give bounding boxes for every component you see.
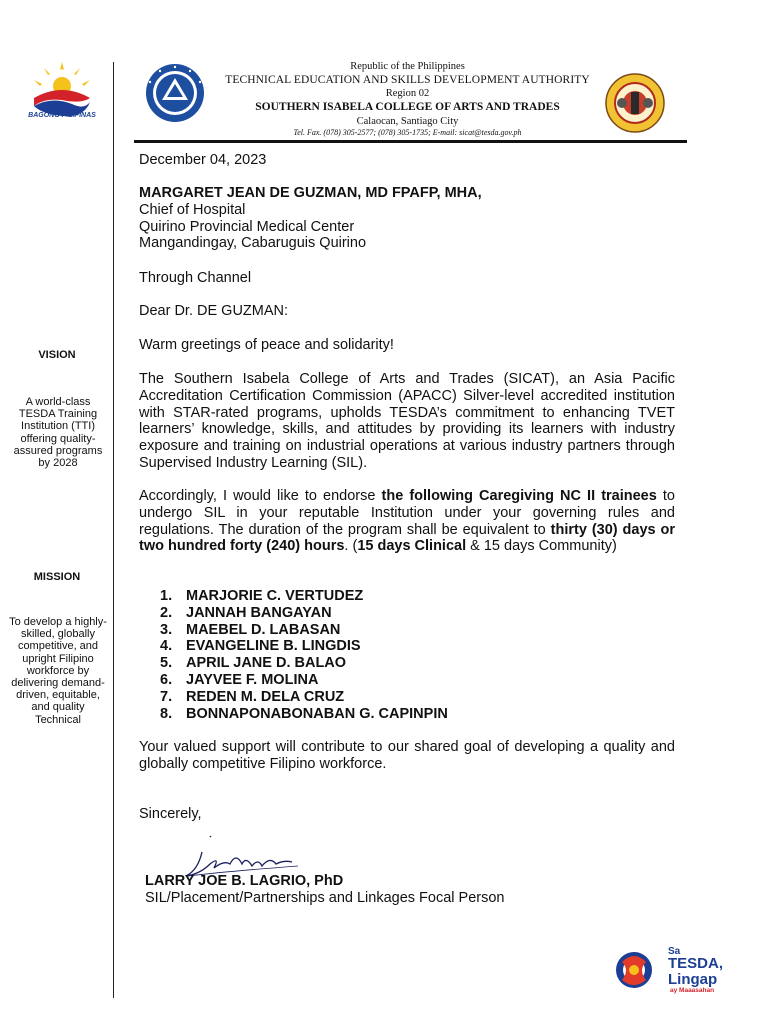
para2-bold: the following Caregiving NC II trainees bbox=[381, 488, 657, 504]
recipient-address: Mangandingay, Cabaruguis Quirino bbox=[139, 235, 367, 252]
list-item: 3. MAEBEL D. LABASAN bbox=[160, 621, 341, 638]
signatory-title: SIL/Placement/Partnerships and Linkages Focal Person bbox=[145, 890, 505, 906]
trainee-name: EVANGELINE B. LINGDIS bbox=[186, 638, 361, 655]
letterhead-agency: TECHNICAL EDUCATION AND SKILLS DEVELOPMENT AUTHORITY bbox=[225, 74, 590, 86]
recipient-name: MARGARET JEAN DE GUZMAN, MD FPAFP, MHA, bbox=[139, 185, 482, 201]
mission-heading: MISSION bbox=[33, 571, 81, 583]
signatory-name: LARRY JOE B. LAGRIO, PhD bbox=[145, 873, 344, 889]
trainee-name: BONNAPONABONABAN G. CAPINPIN bbox=[186, 705, 448, 722]
svg-text:Sa: Sa bbox=[668, 946, 681, 957]
svg-text:ay Maaasahan: ay Maaasahan bbox=[670, 987, 715, 994]
list-item: 4. EVANGELINE B. LINGDIS bbox=[160, 638, 361, 655]
vision-heading: VISION bbox=[38, 349, 76, 361]
para2-part: . ( bbox=[344, 538, 358, 555]
letter-date: December 04, 2023 bbox=[139, 152, 267, 168]
trainee-name: JAYVEE F. MOLINA bbox=[186, 671, 319, 688]
bagong-pilipinas-caption: BAGONG PILIPINAS bbox=[28, 112, 96, 119]
letterhead-region: Region 02 bbox=[385, 88, 430, 99]
paragraph-intro: The Southern Isabela College of Arts and Trades (SICAT), an Asia Pacific Accreditation Certification Commission (APACC) Silver-level accredited institution with STAR-rated programs, upholds TESDA’s commitment to enhancing TVET learners’ knowledge, skills, and attitudes by providing its learners with industry exposure and training on industrial operations at various industry partners through Supervised Industry Learning (SIL). bbox=[139, 371, 675, 471]
trainee-name: REDEN M. DELA CRUZ bbox=[186, 688, 345, 705]
trainee-list bbox=[160, 588, 540, 722]
para2-part: to undergo SIL in your reputable Institution under your governing rules and regulations. The duration of the program shall be equivalent to bbox=[139, 488, 675, 538]
list-item: 1. MARJORIE C. VERTUDEZ bbox=[160, 588, 364, 604]
letterhead bbox=[215, 60, 600, 138]
trainee-name: JANNAH BANGAYAN bbox=[186, 604, 332, 621]
sa-tesda-lingap-logo bbox=[608, 940, 748, 998]
list-item: 2. JANNAH BANGAYAN bbox=[160, 604, 332, 621]
sidebar-divider bbox=[113, 62, 114, 998]
letterhead-republic: Republic of the Philippines bbox=[350, 61, 465, 72]
trainee-name: MARJORIE C. VERTUDEZ bbox=[186, 588, 364, 604]
list-item: 6. JAYVEE F. MOLINA bbox=[160, 671, 319, 688]
greeting: Warm greetings of peace and solidarity! bbox=[139, 337, 394, 353]
svg-text:TESDA,: TESDA, bbox=[668, 955, 724, 972]
list-item: 7. REDEN M. DELA CRUZ bbox=[160, 688, 345, 705]
paragraph-endorsement bbox=[139, 488, 675, 555]
recipient-title: Chief of Hospital bbox=[139, 201, 246, 218]
trainee-name: MAEBEL D. LABASAN bbox=[186, 621, 341, 638]
svg-text:Lingap: Lingap bbox=[668, 971, 718, 988]
salutation: Dear Dr. DE GUZMAN: bbox=[139, 303, 289, 319]
letterhead-contact: Tel. Fax. (078) 305-2577; (078) 305-1735; E-mail: sicat@tesda.gov.ph bbox=[293, 128, 522, 137]
sicat-seal bbox=[600, 72, 670, 134]
para2-bold: thirty (30) days or two hundred forty (240) hours bbox=[139, 521, 676, 555]
tesda-seal bbox=[140, 62, 210, 124]
letterhead-address: Calaocan, Santiago City bbox=[356, 116, 459, 127]
closing-paragraph: Your valued support will contribute to our shared goal of developing a quality and globally competitive Filipino workforce. bbox=[139, 739, 675, 772]
para2-part: Accordingly, I would like to endorse bbox=[139, 488, 382, 504]
trainee-name: APRIL JANE D. BALAO bbox=[186, 655, 347, 672]
letterhead-school: SOUTHERN ISABELA COLLEGE OF ARTS AND TRADES bbox=[255, 101, 560, 113]
mission-text: To develop a highly-skilled, globally competitive, and upright Filipino workforce by delivering demand-driven, equitable, and quality Technical bbox=[9, 616, 107, 726]
recipient-block bbox=[139, 185, 675, 252]
closing: Sincerely, bbox=[139, 806, 202, 822]
list-item: 5. APRIL JANE D. BALAO bbox=[160, 655, 347, 672]
vision-text: A world-class TESDA Training Institution (TTI) offering quality-assured programs by 2028 bbox=[13, 396, 103, 470]
letterhead-rule bbox=[134, 140, 687, 143]
para2-bold: 15 days Clinical bbox=[357, 538, 467, 555]
para2-part: & 15 days Community) bbox=[466, 538, 617, 555]
list-item: 8. BONNAPONABONABAN G. CAPINPIN bbox=[160, 705, 448, 722]
recipient-org: Quirino Provincial Medical Center bbox=[139, 218, 355, 235]
through-channel: Through Channel bbox=[139, 270, 252, 286]
